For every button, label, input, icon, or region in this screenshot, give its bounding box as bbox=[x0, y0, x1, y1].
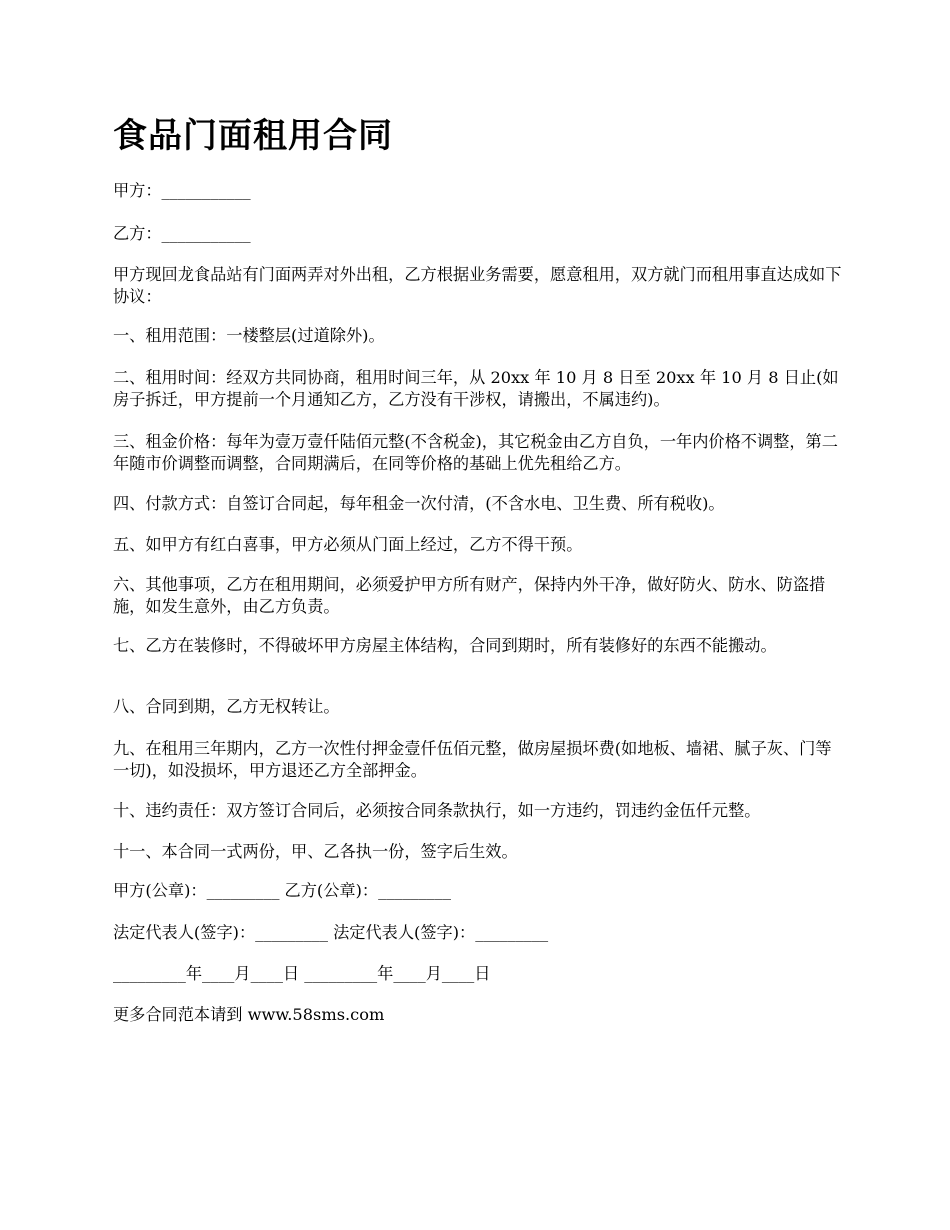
clause-2: 二、租用时间：经双方共同协商，租用时间三年，从 20xx 年 10 月 8 日至 20xx 年 10 月 8 日止(如房子拆迁，甲方提前一个月通知乙方，乙方没有干涉权，请搬出，不属违约)。 bbox=[113, 368, 839, 409]
intro-paragraph: 甲方现回龙食品站有门面两弄对外出租，乙方根据业务需要，愿意租用，双方就门而租用事直达成如下协议： bbox=[113, 265, 842, 306]
clause-11: 十一、本合同一式两份，甲、乙各执一份，签字后生效。 bbox=[113, 842, 518, 861]
page-title: 食品门面租用合同 bbox=[113, 116, 393, 156]
clause-5: 五、如甲方有红白喜事，甲方必须从门面上经过，乙方不得干预。 bbox=[113, 535, 583, 554]
clause-8: 八、合同到期，乙方无权转让。 bbox=[113, 697, 340, 716]
clause-7: 七、乙方在装修时，不得破坏甲方房屋主体结构，合同到期时，所有装修好的东西不能搬动。 bbox=[113, 636, 777, 655]
party-b-line: 乙方：___________ bbox=[113, 224, 251, 243]
clause-4: 四、付款方式：自签订合同起，每年租金一次付清，(不含水电、卫生费、所有税收)。 bbox=[113, 494, 725, 513]
seal-line: 甲方(公章)：_________ 乙方(公章)：_________ bbox=[113, 881, 451, 900]
clause-6: 六、其他事项，乙方在租用期间，必须爱护甲方所有财产，保持内外干净，做好防火、防水、防盗措施，如发生意外，由乙方负责。 bbox=[113, 575, 826, 616]
clause-3: 三、租金价格：每年为壹万壹仟陆佰元整(不含税金)，其它税金由乙方自负，一年内价格不调整，第二年随市价调整而调整，合同期满后，在同等价格的基础上优先租给乙方。 bbox=[113, 432, 838, 473]
party-a-line: 甲方：___________ bbox=[113, 181, 251, 200]
clause-1: 一、租用范围：一楼整层(过道除外)。 bbox=[113, 326, 385, 345]
footer-text: 更多合同范本请到 www.58sms.com bbox=[113, 1005, 385, 1024]
representative-line: 法定代表人(签字)：_________ 法定代表人(签字)：_________ bbox=[113, 923, 549, 942]
clause-9: 九、在租用三年期内，乙方一次性付押金壹仟伍佰元整，做房屋损坏费(如地板、墙裙、腻子灰、门等一切)，如没损坏，甲方退还乙方全部押金。 bbox=[113, 739, 832, 780]
date-line: _________年____月____日 _________年____月____日 bbox=[113, 964, 491, 983]
clause-10: 十、违约责任：双方签订合同后，必须按合同条款执行，如一方违约，罚违约金伍仟元整。 bbox=[113, 801, 761, 820]
